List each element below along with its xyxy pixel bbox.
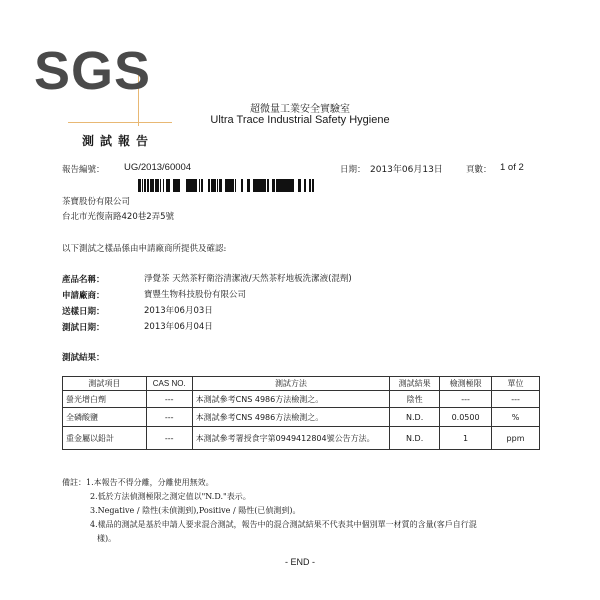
barcode-bar [209, 179, 210, 192]
barcode-bar [163, 179, 164, 192]
barcode-bar [309, 179, 311, 192]
barcode-bar [152, 179, 154, 192]
table-cell: --- [492, 391, 540, 408]
barcode-bar [285, 179, 286, 192]
barcode-bar [232, 179, 233, 192]
table-cell: --- [440, 391, 492, 408]
barcode-bar [278, 179, 279, 192]
barcode-bar [142, 179, 143, 192]
logo-text: SGS [34, 41, 152, 101]
table-cell: 本測試參考CNS 4986方法檢測之。 [192, 391, 390, 408]
table-cell: N.D. [390, 408, 440, 427]
table-row [63, 427, 540, 450]
barcode-bar [148, 179, 149, 192]
barcode-bar [259, 179, 260, 192]
lab-name-zh: 超微量工業安全實驗室 [250, 104, 350, 115]
barcode-bar [283, 179, 285, 192]
column-header: 測試項目 [63, 377, 147, 391]
barcode-bar [194, 179, 196, 192]
received-date-label: 送樣日期： [62, 307, 105, 317]
barcode-bar [235, 179, 236, 192]
sample-statement: 以下測試之樣品係由申請廠商所提供及確認: [62, 244, 227, 254]
received-date-value: 2013年06月03日 [144, 306, 213, 316]
barcode-bar [225, 179, 228, 192]
barcode-bar [304, 179, 305, 192]
barcode-bar [272, 179, 273, 192]
column-header: 測試方法 [192, 377, 390, 391]
barcode-bar [273, 179, 275, 192]
barcode-bar [166, 179, 168, 192]
column-header: CAS NO. [146, 377, 192, 391]
barcode-bar [147, 179, 148, 192]
table-cell: 全磷酸鹽 [63, 408, 147, 427]
barcode-bar [298, 179, 300, 192]
barcode-bar [173, 179, 174, 192]
barcode-bar [263, 179, 265, 192]
barcode-bar [219, 179, 220, 192]
table-cell: % [492, 408, 540, 427]
barcode-bar [280, 179, 281, 192]
table-row [63, 391, 540, 408]
barcode-bar [178, 179, 180, 192]
barcode-bar [229, 179, 231, 192]
results-table [62, 376, 540, 450]
barcode-bar [291, 179, 292, 192]
table-cell: --- [146, 408, 192, 427]
date-label: 日期： [340, 165, 366, 175]
barcode-bar [208, 179, 209, 192]
barcode-bar [217, 179, 218, 192]
table-cell: 陰性 [390, 391, 440, 408]
barcode-bar [169, 179, 170, 192]
column-header: 單位 [492, 377, 540, 391]
page-label: 頁數： [466, 165, 492, 175]
test-date-label: 測試日期： [62, 323, 105, 333]
applicant-value: 寶豐生物科技股份有限公司 [144, 290, 247, 300]
barcode-bar [214, 179, 215, 192]
end-mark: - END - [285, 557, 315, 567]
barcode-bar [220, 179, 221, 192]
barcode-bar [211, 179, 213, 192]
barcode-bar [260, 179, 263, 192]
table-header-row [63, 377, 540, 391]
barcode-bar [292, 179, 294, 192]
barcode-bar [190, 179, 191, 192]
results-heading: 測試結果： [62, 353, 105, 363]
client-name: 茶寶股份有限公司 [62, 197, 131, 207]
date-value: 2013年06月13日 [370, 165, 443, 175]
report-no-value: UG/2013/60004 [124, 162, 192, 173]
barcode-bar [300, 179, 301, 192]
barcode-bar [191, 179, 194, 192]
barcode-bar [213, 179, 214, 192]
applicant-label: 申請廠商： [62, 291, 105, 301]
barcode-bar [189, 179, 190, 192]
barcode-bar [168, 179, 169, 192]
product-name-value: 淨覺茶 天然茶籽衛浴清潔液/天然茶籽地板洗潔液(混劑) [144, 274, 352, 284]
barcode-bar [150, 179, 152, 192]
report-title: 測試報告 [82, 134, 155, 148]
table-cell: 螢光增白劑 [63, 391, 147, 408]
barcode-bar [231, 179, 232, 192]
barcode-bar [175, 179, 177, 192]
table-cell: 0.0500 [440, 408, 492, 427]
barcode-bar [276, 179, 277, 192]
column-header: 檢測極限 [440, 377, 492, 391]
barcode-bar [305, 179, 306, 192]
barcode-bar [241, 179, 243, 192]
page-value: 1 of 2 [500, 162, 524, 173]
barcode-bar [160, 179, 161, 192]
barcode-bar [174, 179, 175, 192]
test-date-value: 2013年06月04日 [144, 322, 213, 332]
barcode-bar [286, 179, 287, 192]
barcode-bar [253, 179, 256, 192]
barcode-bar [155, 179, 156, 192]
table-cell: --- [146, 391, 192, 408]
client-address: 台北市光復南路420巷2弄5號 [62, 212, 175, 222]
note-line-4-continued: 樣)。 [97, 534, 117, 543]
note-line-2: 2.低於方法偵測極限之測定值以"N.D."表示。 [90, 492, 251, 501]
column-header: 測試結果 [390, 377, 440, 391]
table-cell: --- [146, 427, 192, 450]
table-cell: N.D. [390, 427, 440, 450]
barcode-bar [177, 179, 178, 192]
barcode-bar [279, 179, 280, 192]
barcode-bar [158, 179, 159, 192]
note-line-4: 4.樣品的測試是基於申請人要求混合測試，報告中的混合測試結果不代表其中個別單一材質的含量(客戶自行混 [90, 520, 477, 529]
barcode-bar [138, 179, 139, 192]
barcode-bar [267, 179, 268, 192]
barcode-bar [281, 179, 283, 192]
product-name-label: 產品名稱： [62, 275, 105, 285]
barcode-bar [140, 179, 141, 192]
lab-name-en: Ultra Trace Industrial Safety Hygiene [210, 114, 390, 126]
barcode-bar [221, 179, 222, 192]
table-cell: 本測試參考署授食字第0949412804號公告方法。 [192, 427, 390, 450]
barcode-bar [186, 179, 189, 192]
barcode-bar [201, 179, 203, 192]
barcode-bar [265, 179, 266, 192]
barcode-bar [156, 179, 158, 192]
barcode [138, 179, 314, 192]
report-no-label: 報告編號： [62, 165, 105, 175]
barcode-bar [277, 179, 278, 192]
barcode-bar [247, 179, 250, 192]
barcode-bar [312, 179, 314, 192]
note-line-1: 備註：1.本報告不得分離，分離使用無效。 [62, 478, 214, 487]
table-cell: 重金屬以鉛計 [63, 427, 147, 450]
barcode-bar [256, 179, 259, 192]
table-cell: 本測試參考CNS 4986方法檢測之。 [192, 408, 390, 427]
table-cell: ppm [492, 427, 540, 450]
barcode-bar [233, 179, 234, 192]
barcode-bar [287, 179, 290, 192]
barcode-bar [139, 179, 140, 192]
barcode-bar [228, 179, 229, 192]
table-row [63, 408, 540, 427]
barcode-bar [196, 179, 197, 192]
barcode-bar [268, 179, 269, 192]
barcode-bar [144, 179, 146, 192]
barcode-bar [215, 179, 216, 192]
barcode-bar [290, 179, 291, 192]
table-cell: 1 [440, 427, 492, 450]
note-line-3: 3.Negative / 陰性(未偵測到),Positive / 陽性(已偵測到)。 [90, 506, 301, 515]
barcode-bar [199, 179, 200, 192]
